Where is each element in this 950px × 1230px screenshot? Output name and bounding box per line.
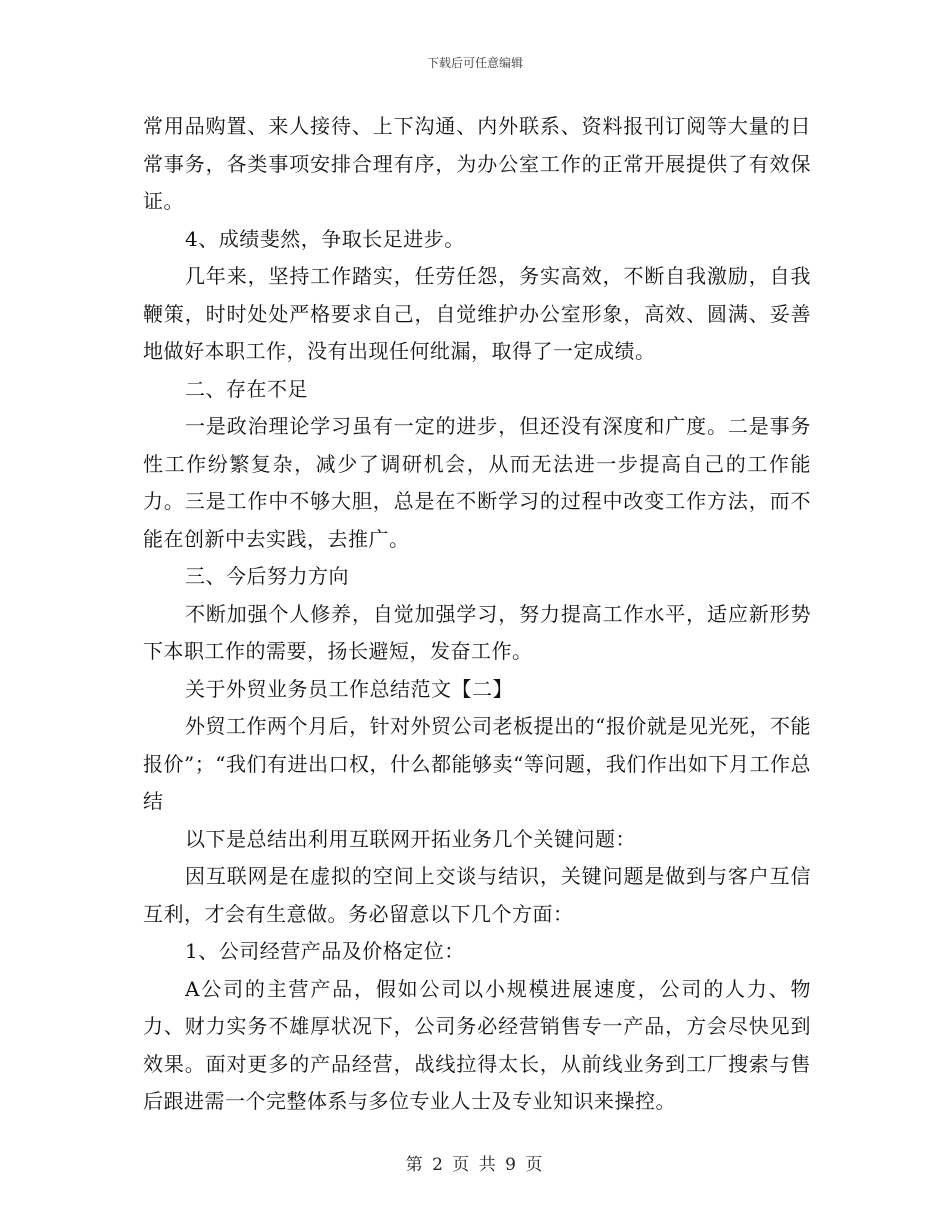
section-heading: 1、公司经营产品及价格定位： [185, 939, 465, 963]
paragraph: 以下是总结出利用互联网开拓业务几个关键问题： [185, 826, 636, 851]
section-heading: 关于外贸业务员工作总结范文【二】 [185, 676, 513, 701]
paragraph: 几年来，坚持工作踏实，任劳任怨，务实高效，不断自我激励，自我鞭策，时时处处严格要求自己，自觉维护办公室形象，高效、圆满、妥善地做好本职工作，没有出现任何纰漏，取得了一定成绩。 [143, 264, 811, 363]
paragraph: A公司的主营产品，假如公司以小规模进展速度，公司的人力、物力、财力实务不雄厚状况下，公司务必经营销售专一产品，方会尽快见到效果。面对更多的产品经营，战线拉得太长，从前线业务到工厂搜索与售后跟进需一个完整体系与多位专业人士及专业知识来操控。 [143, 976, 811, 1113]
header-note: 下载后可任意编辑 [426, 56, 523, 70]
paragraph: 常用品购置、来人接待、上下沟通、内外联系、资料报刊订阅等大量的日常事务，各类事项安排合理有序，为办公室工作的正常开展提供了有效保证。 [143, 114, 811, 213]
document-body [143, 108, 811, 1121]
paragraph: 因互联网是在虚拟的空间上交谈与结识，关键问题是做到与客户互信互利，才会有生意做。务必留意以下几个方面： [143, 864, 811, 926]
paragraph: 一是政治理论学习虽有一定的进步，但还没有深度和广度。二是事务性工作纷繁复杂，减少了调研机会，从而无法进一步提高自己的工作能力。三是工作中不够大胆，总是在不断学习的过程中改变工作方法，而不能在创新中去实践，去推广。 [143, 414, 811, 551]
section-heading: 二、存在不足 [185, 376, 308, 401]
paragraph: 外贸工作两个月后，针对外贸公司老板提出的“报价就是见光死，不能报价”；“我们有进出口权，什么都能够卖“等问题，我们作出如下月工作总结 [143, 714, 811, 813]
section-heading: 三、今后努力方向 [185, 564, 349, 588]
page-number: 第 2 页 共 9 页 [405, 1155, 545, 1175]
paragraph: 4、成绩斐然，争取长足进步。 [185, 226, 465, 251]
paragraph: 不断加强个人修养，自觉加强学习，努力提高工作水平，适应新形势下本职工作的需要，扬长避短，发奋工作。 [143, 601, 811, 663]
